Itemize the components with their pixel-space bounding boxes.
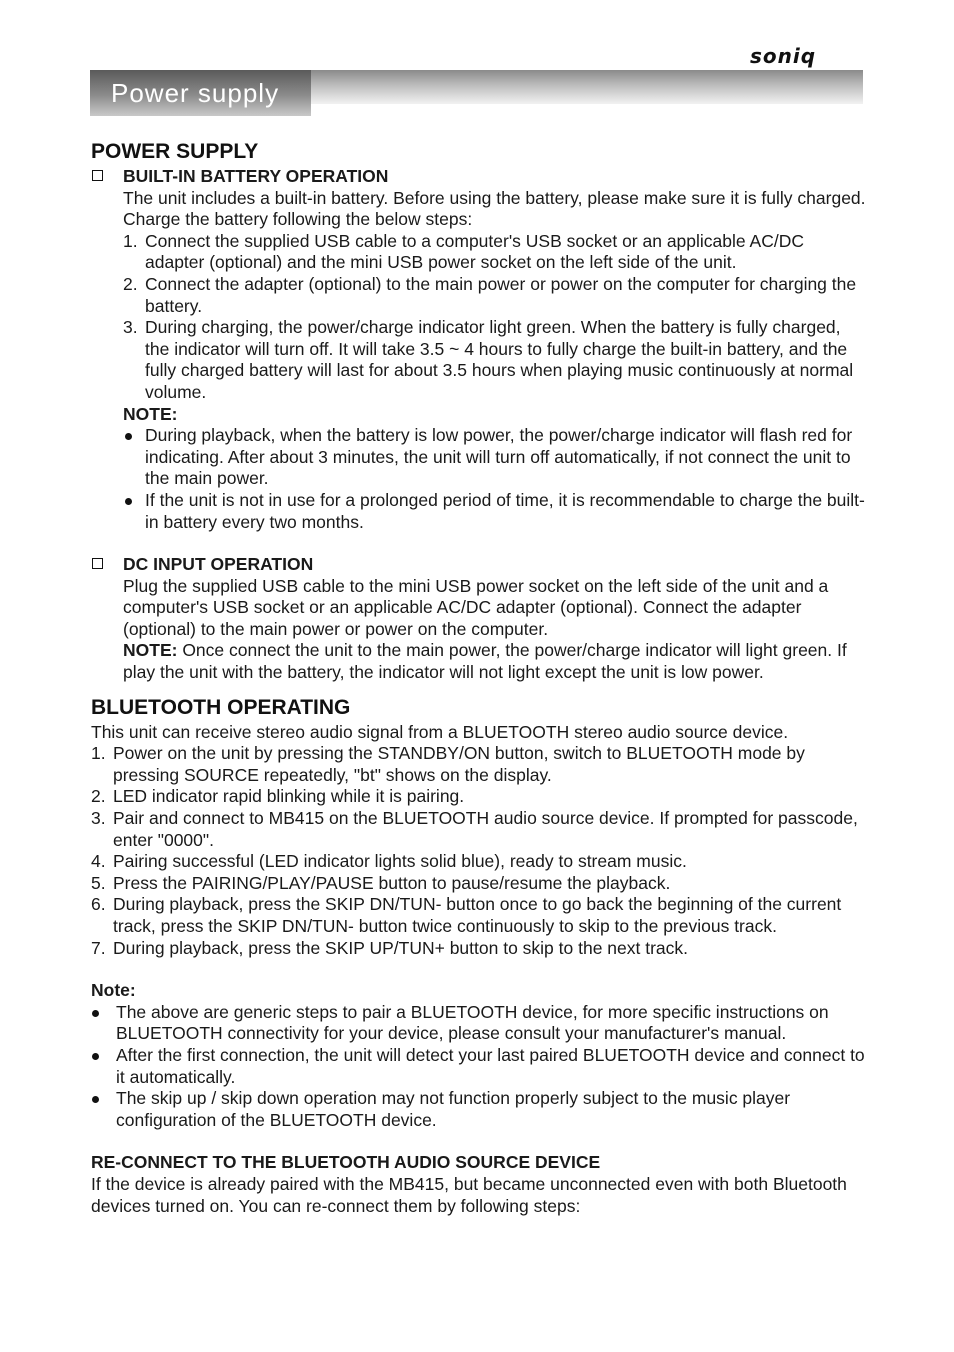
list-item	[91, 851, 866, 873]
step-number: 3.	[91, 808, 106, 829]
step-number: 5.	[91, 872, 106, 893]
step-text: Connect the adapter (optional) to the main power or power on the computer for charging the battery.	[145, 273, 857, 316]
list-item	[91, 894, 866, 937]
step-number: 6.	[91, 894, 106, 915]
battery-notes	[123, 425, 866, 533]
brand-logo: soniq	[750, 44, 817, 68]
checkbox-icon	[92, 558, 103, 569]
list-item	[91, 1088, 866, 1131]
note-text: The above are generic steps to pair a BLUETOOTH device, for more specific instructions on BLUETOOTH connectivity for your device, please consult your manufacturer's manual.	[116, 1001, 829, 1044]
bluetooth-intro: This unit can receive stereo audio signal from a BLUETOOTH stereo audio source device.	[91, 721, 789, 742]
list-item	[123, 274, 866, 317]
dc-note-text: Once connect the unit to the main power, the power/charge indicator will light green. If play the unit with the battery, the indicator will not light except the unit is low power.	[123, 640, 847, 683]
list-item	[91, 808, 866, 851]
step-text: Pairing successful (LED indicator lights solid blue), ready to stream music.	[113, 851, 687, 872]
step-number: 4.	[91, 851, 106, 872]
bullet-icon	[92, 1053, 99, 1060]
step-number: 7.	[91, 937, 106, 958]
bullet-icon	[125, 498, 132, 505]
list-item	[91, 743, 866, 786]
step-number: 1.	[91, 743, 106, 764]
note-text: The skip up / skip down operation may not function properly subject to the music player configuration of the BLUETOOTH device.	[116, 1088, 791, 1130]
list-item	[123, 231, 866, 274]
step-text: During playback, press the SKIP UP/TUN+ button to skip to the next track.	[113, 937, 689, 958]
dc-subheading	[91, 554, 866, 576]
step-number: 1.	[123, 230, 138, 251]
checkbox-icon	[92, 170, 103, 181]
battery-subheading	[91, 166, 866, 188]
step-number: 3.	[123, 317, 138, 338]
step-text: During playback, press the SKIP DN/TUN- button once to go back the beginning of the current track, press the SKIP DN/TUN- button twice continuously to skip to the previous track.	[113, 894, 842, 936]
battery-section	[91, 188, 866, 534]
step-number: 2.	[123, 273, 138, 294]
list-item	[123, 425, 866, 490]
page-content	[91, 138, 866, 1217]
dc-text: Plug the supplied USB cable to the mini USB power socket on the left side of the unit and a computer's USB socket or an applicable AC/DC adapter (optional). Connect the adapter (optional) to the main power or power on the computer.	[123, 575, 829, 639]
battery-subheading-label: BUILT-IN BATTERY OPERATION	[123, 166, 389, 186]
list-item	[123, 490, 866, 533]
step-number: 2.	[91, 786, 106, 807]
battery-note-label: NOTE:	[123, 403, 178, 424]
step-text: Pair and connect to MB415 on the BLUETOOTH audio source device. If prompted for passcode, enter "0000".	[113, 808, 858, 850]
dc-section	[91, 576, 866, 684]
step-text: Connect the supplied USB cable to a computer's USB socket or an applicable AC/DC adapter (optional) and the mini USB power socket on the left side of the unit.	[145, 230, 804, 273]
bullet-icon	[125, 433, 132, 440]
list-item	[91, 1045, 866, 1088]
battery-steps	[123, 231, 866, 404]
note-text: If the unit is not in use for a prolonged period of time, it is recommendable to charge the built-in battery every two months.	[145, 489, 865, 532]
step-text: LED indicator rapid blinking while it is pairing.	[113, 786, 465, 807]
list-item	[91, 873, 866, 895]
bluetooth-steps	[91, 743, 866, 959]
battery-intro: The unit includes a built-in battery. Before using the battery, please make sure it is fully charged. Charge the battery following the below steps:	[123, 187, 866, 230]
list-item	[91, 938, 866, 960]
dc-note	[123, 640, 866, 683]
list-item	[91, 786, 866, 808]
reconnect-text: If the device is already paired with the MB415, but became unconnected even with both Bluetooth devices turned on. You can re-connect them by following steps:	[91, 1173, 847, 1216]
bluetooth-notes	[91, 1002, 866, 1132]
bluetooth-heading: BLUETOOTH OPERATING	[91, 695, 351, 719]
step-text: Press the PAIRING/PLAY/PAUSE button to pause/resume the playback.	[113, 872, 671, 893]
bullet-icon	[92, 1010, 99, 1017]
step-text: During charging, the power/charge indicator light green. When the battery is fully charged, the indicator will turn off. It will take 3.5 ~ 4 hours to fully charge the built-in battery, and the fully charged battery will last for about 3.5 hours when playing music continuously at normal volume.	[145, 317, 854, 402]
bullet-icon	[92, 1096, 99, 1103]
power-supply-heading: POWER SUPPLY	[91, 140, 259, 163]
step-text: Power on the unit by pressing the STANDBY/ON button, switch to BLUETOOTH mode by pressing SOURCE repeatedly, "bt" shows on the display.	[113, 743, 805, 785]
note-text: During playback, when the battery is low power, the power/charge indicator will flash red for indicating. After about 3 minutes, the unit will turn off automatically, if not connect the unit to the main power.	[145, 425, 853, 489]
list-item	[91, 1002, 866, 1045]
note-text: After the first connection, the unit will detect your last paired BLUETOOTH device and connect to it automatically.	[116, 1044, 865, 1087]
list-item	[123, 317, 866, 403]
section-banner-title: Power supply	[111, 78, 280, 108]
dc-subheading-label: DC INPUT OPERATION	[123, 554, 314, 575]
reconnect-heading: RE-CONNECT TO THE BLUETOOTH AUDIO SOURCE DEVICE	[91, 1152, 601, 1173]
dc-note-label: NOTE:	[123, 640, 178, 661]
bluetooth-note-label: Note:	[91, 980, 136, 1001]
